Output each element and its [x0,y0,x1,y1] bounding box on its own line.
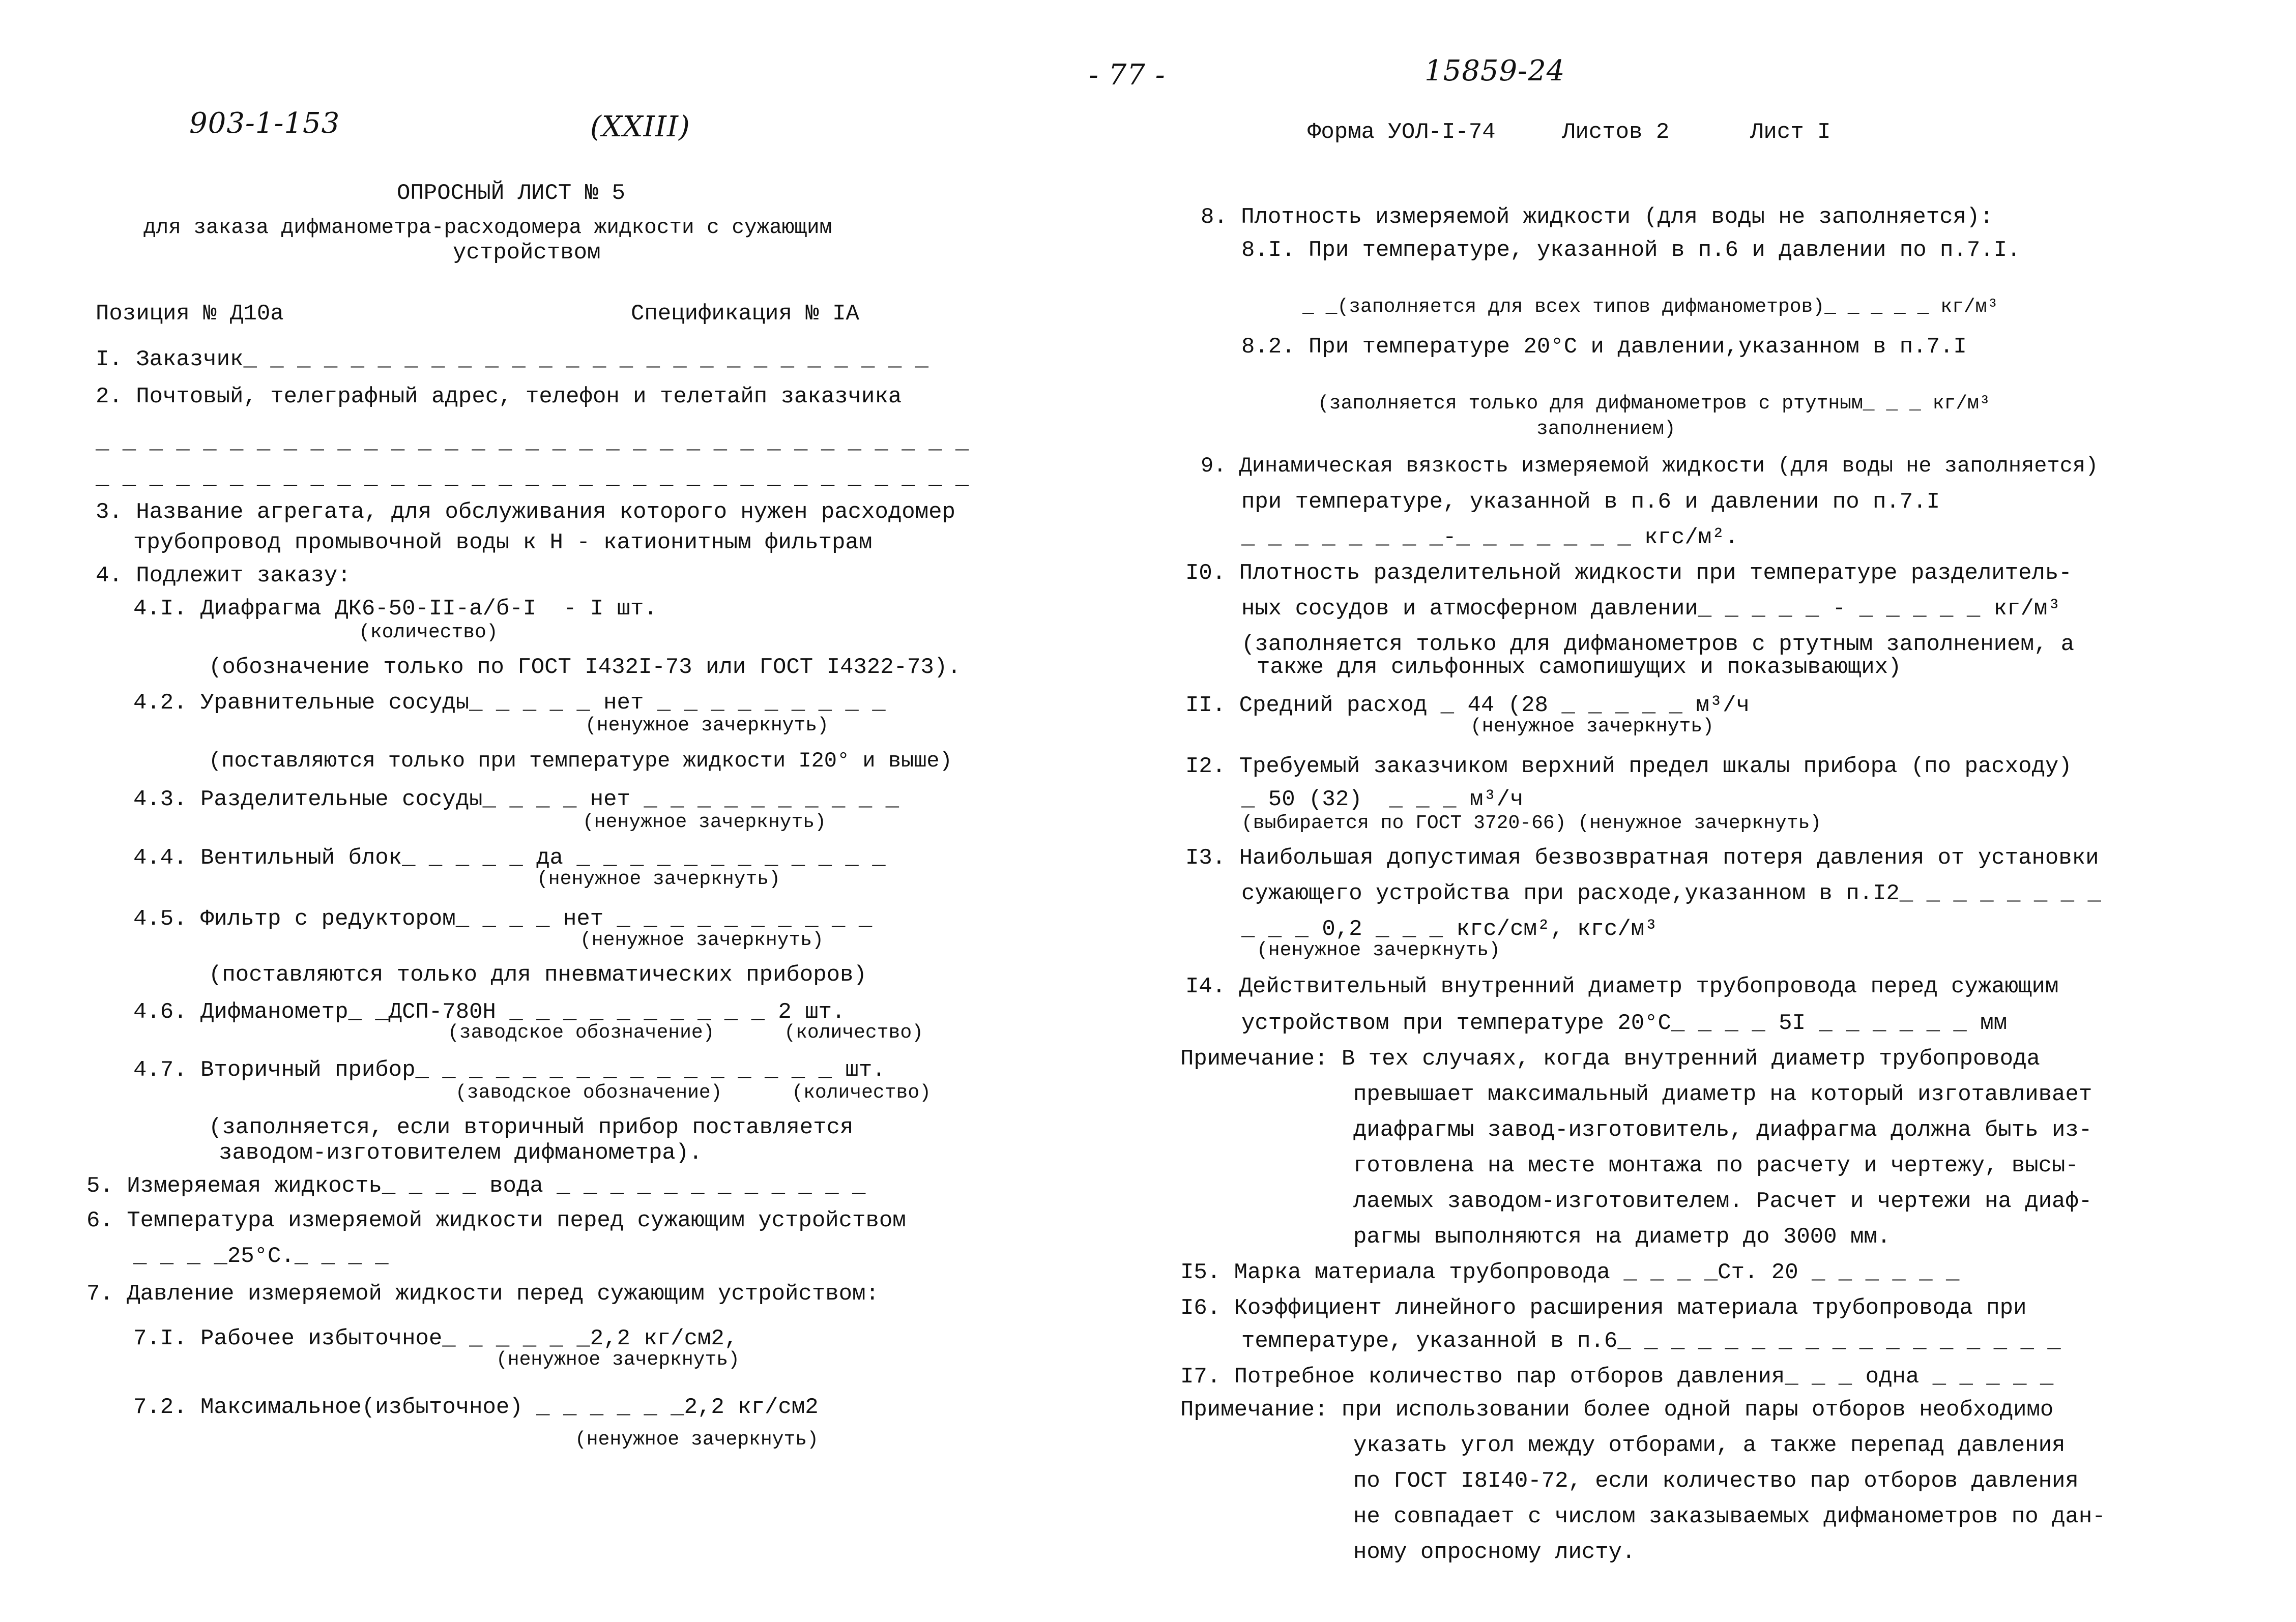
item-11-sub: (ненужное зачеркнуть) [1470,716,1714,738]
item-14: I4. Действительный внутренний диаметр трубопровода перед сужающим [1185,974,2059,999]
item-7-2: 7.2. Максимальное(избыточное) _ _ _ _ _ _2,2 кг/см2 [133,1395,819,1420]
note-1-f: рагмы выполняются на диаметр до 3000 мм. [1353,1224,1891,1250]
item-4-2-note: (поставляются только при температуре жидкости I20° и выше) [209,749,952,773]
page-number: - 77 - [1089,58,1166,92]
note-1-e: лаемых заводом-изготовителем. Расчет и чертежи на диаф- [1353,1189,2092,1214]
note-1-d: готовлена на месте монтажа по расчету и чертежу, высы- [1353,1153,2079,1178]
item-11: II. Средний расход _ 44 (28 _ _ _ _ _ м³/ч [1185,693,1750,718]
item-6-value: _ _ _ _25°С._ _ _ _ [133,1244,389,1269]
item-8-2-blank-2: заполнением) [1536,418,1676,440]
sheet-code: 15859-24 [1425,54,1565,87]
item-4: 4. Подлежит заказу: [96,563,351,588]
item-10-c: (заполняется только для дифманометров с ртутным заполнением, а [1241,632,2075,657]
note-1: Примечание: В тех случаях, когда внутренний диаметр трубопровода [1180,1046,2040,1072]
item-4-5: 4.5. Фильтр с редуктором_ _ _ _ нет _ _ _ _ _ _ _ _ _ _ [133,906,873,932]
roman-section: (XXIII) [590,110,690,143]
item-12-b: _ 50 (32) _ _ _ м³/ч [1241,787,1524,812]
item-13: I3. Наибольшая допустимая безвозвратная потеря давления от установки [1185,845,2099,871]
note-2-d: не совпадает с числом заказываемых дифманометров по дан- [1353,1504,2106,1529]
item-7-2-sub: (ненужное зачеркнуть) [575,1429,819,1451]
item-9: 9. Динамическая вязкость измеряемой жидкости (для воды не заполняется) [1201,454,2099,478]
item-16-b: температуре, указанной в п.6_ _ _ _ _ _ _ _ _ _ _ _ _ _ _ _ _ [1241,1329,2061,1354]
item-4-1-sub: (количество) [359,622,498,643]
item-13-c: _ _ _ 0,2 _ _ _ кгс/см², кгс/м³ [1241,917,1658,942]
item-7-1: 7.I. Рабочее избыточное_ _ _ _ _ _2,2 кг/см2, [133,1326,738,1351]
item-7-1-sub: (ненужное зачеркнуть) [496,1349,740,1371]
item-4-4: 4.4. Вентильный блок_ _ _ _ _ да _ _ _ _ _ _ _ _ _ _ _ _ [133,845,886,871]
note-2-c: по ГОСТ I8I40-72, если количество пар отборов давления [1353,1468,2079,1494]
item-10-b: ных сосудов и атмосферном давлении_ _ _ _ _ - _ _ _ _ _ кг/м³ [1241,596,2061,622]
item-4-2-sub: (ненужное зачеркнуть) [585,715,829,736]
item-2-blank-2: _ _ _ _ _ _ _ _ _ _ _ _ _ _ _ _ _ _ _ _ _ _ _ _ _ _ _ _ _ _ _ _ _ [96,465,969,491]
item-4-6-sub: (заводское обозначение) (количество) [448,1022,923,1044]
item-4-1-note: (обозначение только по ГОСТ I432I-73 или ГОСТ I4322-73). [209,655,961,680]
item-17: I7. Потребное количество пар отборов давления_ _ _ одна _ _ _ _ _ [1180,1364,2054,1390]
item-13-sub: (ненужное зачеркнуть) [1257,939,1500,961]
item-12: I2. Требуемый заказчиком верхний предел шкалы прибора (по расходу) [1185,754,2072,779]
item-4-6: 4.6. Дифманометр_ _ДСП-780Н _ _ _ _ _ _ _ _ _ _ 2 шт. [133,999,846,1025]
item-5: 5. Измеряемая жидкость_ _ _ _ вода _ _ _ _ _ _ _ _ _ _ _ _ [86,1173,866,1199]
note-2: Примечание: при использовании более одной пары отборов необходимо [1180,1397,2054,1423]
item-7: 7. Давление измеряемой жидкости перед сужающим устройством: [86,1281,879,1307]
item-4-7-sub: (заводское обозначение) (количество) [455,1082,931,1104]
specification-label: Спецификация № IА [631,301,859,327]
item-4-5-sub: (ненужное зачеркнуть) [580,929,824,951]
doc-subtitle-2: устройством [453,240,601,266]
item-4-1: 4.I. Диафрагма ДК6-50-II-а/б-I - I шт. [133,596,657,622]
item-4-4-sub: (ненужное зачеркнуть) [537,868,780,890]
item-8-1-blank: _ _(заполняется для всех типов дифманометров)_ _ _ _ _ кг/м³ [1302,296,1999,318]
item-10-d: также для сильфонных самопишущих и показывающих) [1257,655,1902,680]
item-4-2: 4.2. Уравнительные сосуды_ _ _ _ _ нет _ _ _ _ _ _ _ _ _ [133,690,886,716]
sheet-num: Лист I [1750,120,1831,145]
item-4-7: 4.7. Вторичный прибор_ _ _ _ _ _ _ _ _ _ _ _ _ _ _ _ шт. [133,1057,886,1083]
item-4-3: 4.3. Разделительные сосуды_ _ _ _ нет _ _ _ _ _ _ _ _ _ _ [133,787,899,812]
sheets-total: Листов 2 [1562,120,1670,145]
doc-subtitle: для заказа дифманометра-расходомера жидкости с сужающим [143,216,832,240]
item-6: 6. Температура измеряемой жидкости перед сужающим устройством [86,1208,906,1233]
item-2: 2. Почтовый, телеграфный адрес, телефон и телетайп заказчика [96,384,902,409]
item-16: I6. Коэффициент линейного расширения материала трубопровода при [1180,1295,2027,1321]
item-8: 8. Плотность измеряемой жидкости (для воды не заполняется): [1201,204,1993,230]
item-9-b: при температуре, указанной в п.6 и давлении по п.7.I [1241,489,1940,515]
project-code: 903-1-153 [189,107,340,140]
item-4-7-note-1: (заполняется, если вторичный прибор поставляется [209,1115,854,1140]
doc-title: ОПРОСНЫЙ ЛИСТ № 5 [397,181,625,206]
item-12-c: (выбирается по ГОСТ 3720-66) (ненужное зачеркнуть) [1241,812,1822,834]
item-10: I0. Плотность разделительной жидкости при температуре разделитель- [1185,561,2072,586]
item-8-2-blank: (заполняется только для дифманометров с ртутным_ _ _ кг/м³ [1318,393,1991,415]
item-9-c: _ _ _ _ _ _ _ _-_ _ _ _ _ _ _ кгс/м². [1241,525,1738,550]
item-4-7-note-2: заводом-изготовителем дифманометра). [219,1140,703,1166]
note-1-b: превышает максимальный диаметр на который изготавливает [1353,1082,2092,1107]
item-8-1: 8.I. При температуре, указанной в п.6 и давлении по п.7.I. [1241,238,2021,263]
item-14-b: устройством при температуре 20°С_ _ _ _ 5I _ _ _ _ _ _ мм [1241,1011,2008,1036]
item-3: 3. Название агрегата, для обслуживания которого нужен расходомер [96,499,955,525]
item-4-5-note: (поставляются только для пневматических приборов) [209,962,867,988]
note-2-b: указать угол между отборами, а также перепад давления [1353,1433,2066,1458]
item-15: I5. Марка материала трубопровода _ _ _ _Ст. 20 _ _ _ _ _ _ [1180,1260,1960,1285]
form-label: Форма УОЛ-I-74 [1307,120,1496,145]
item-2-blank-1: _ _ _ _ _ _ _ _ _ _ _ _ _ _ _ _ _ _ _ _ _ _ _ _ _ _ _ _ _ _ _ _ _ [96,430,969,455]
item-4-3-sub: (ненужное зачеркнуть) [583,811,826,833]
item-13-b: сужающего устройства при расходе,указанном в п.I2_ _ _ _ _ _ _ _ [1241,881,2101,906]
note-1-c: диафрагмы завод-изготовитель, диафрагма должна быть из- [1353,1117,2092,1143]
position-label: Позиция № Д10а [96,301,284,327]
item-3-value: трубопровод промывочной воды к Н - катионитным фильтрам [133,530,873,555]
item-1: I. Заказчик_ _ _ _ _ _ _ _ _ _ _ _ _ _ _ _ _ _ _ _ _ _ _ _ _ _ [96,347,929,372]
note-2-e: ному опросному листу. [1353,1540,1636,1565]
item-8-2: 8.2. При температуре 20°С и давлении,указанном в п.7.I [1241,334,1967,360]
